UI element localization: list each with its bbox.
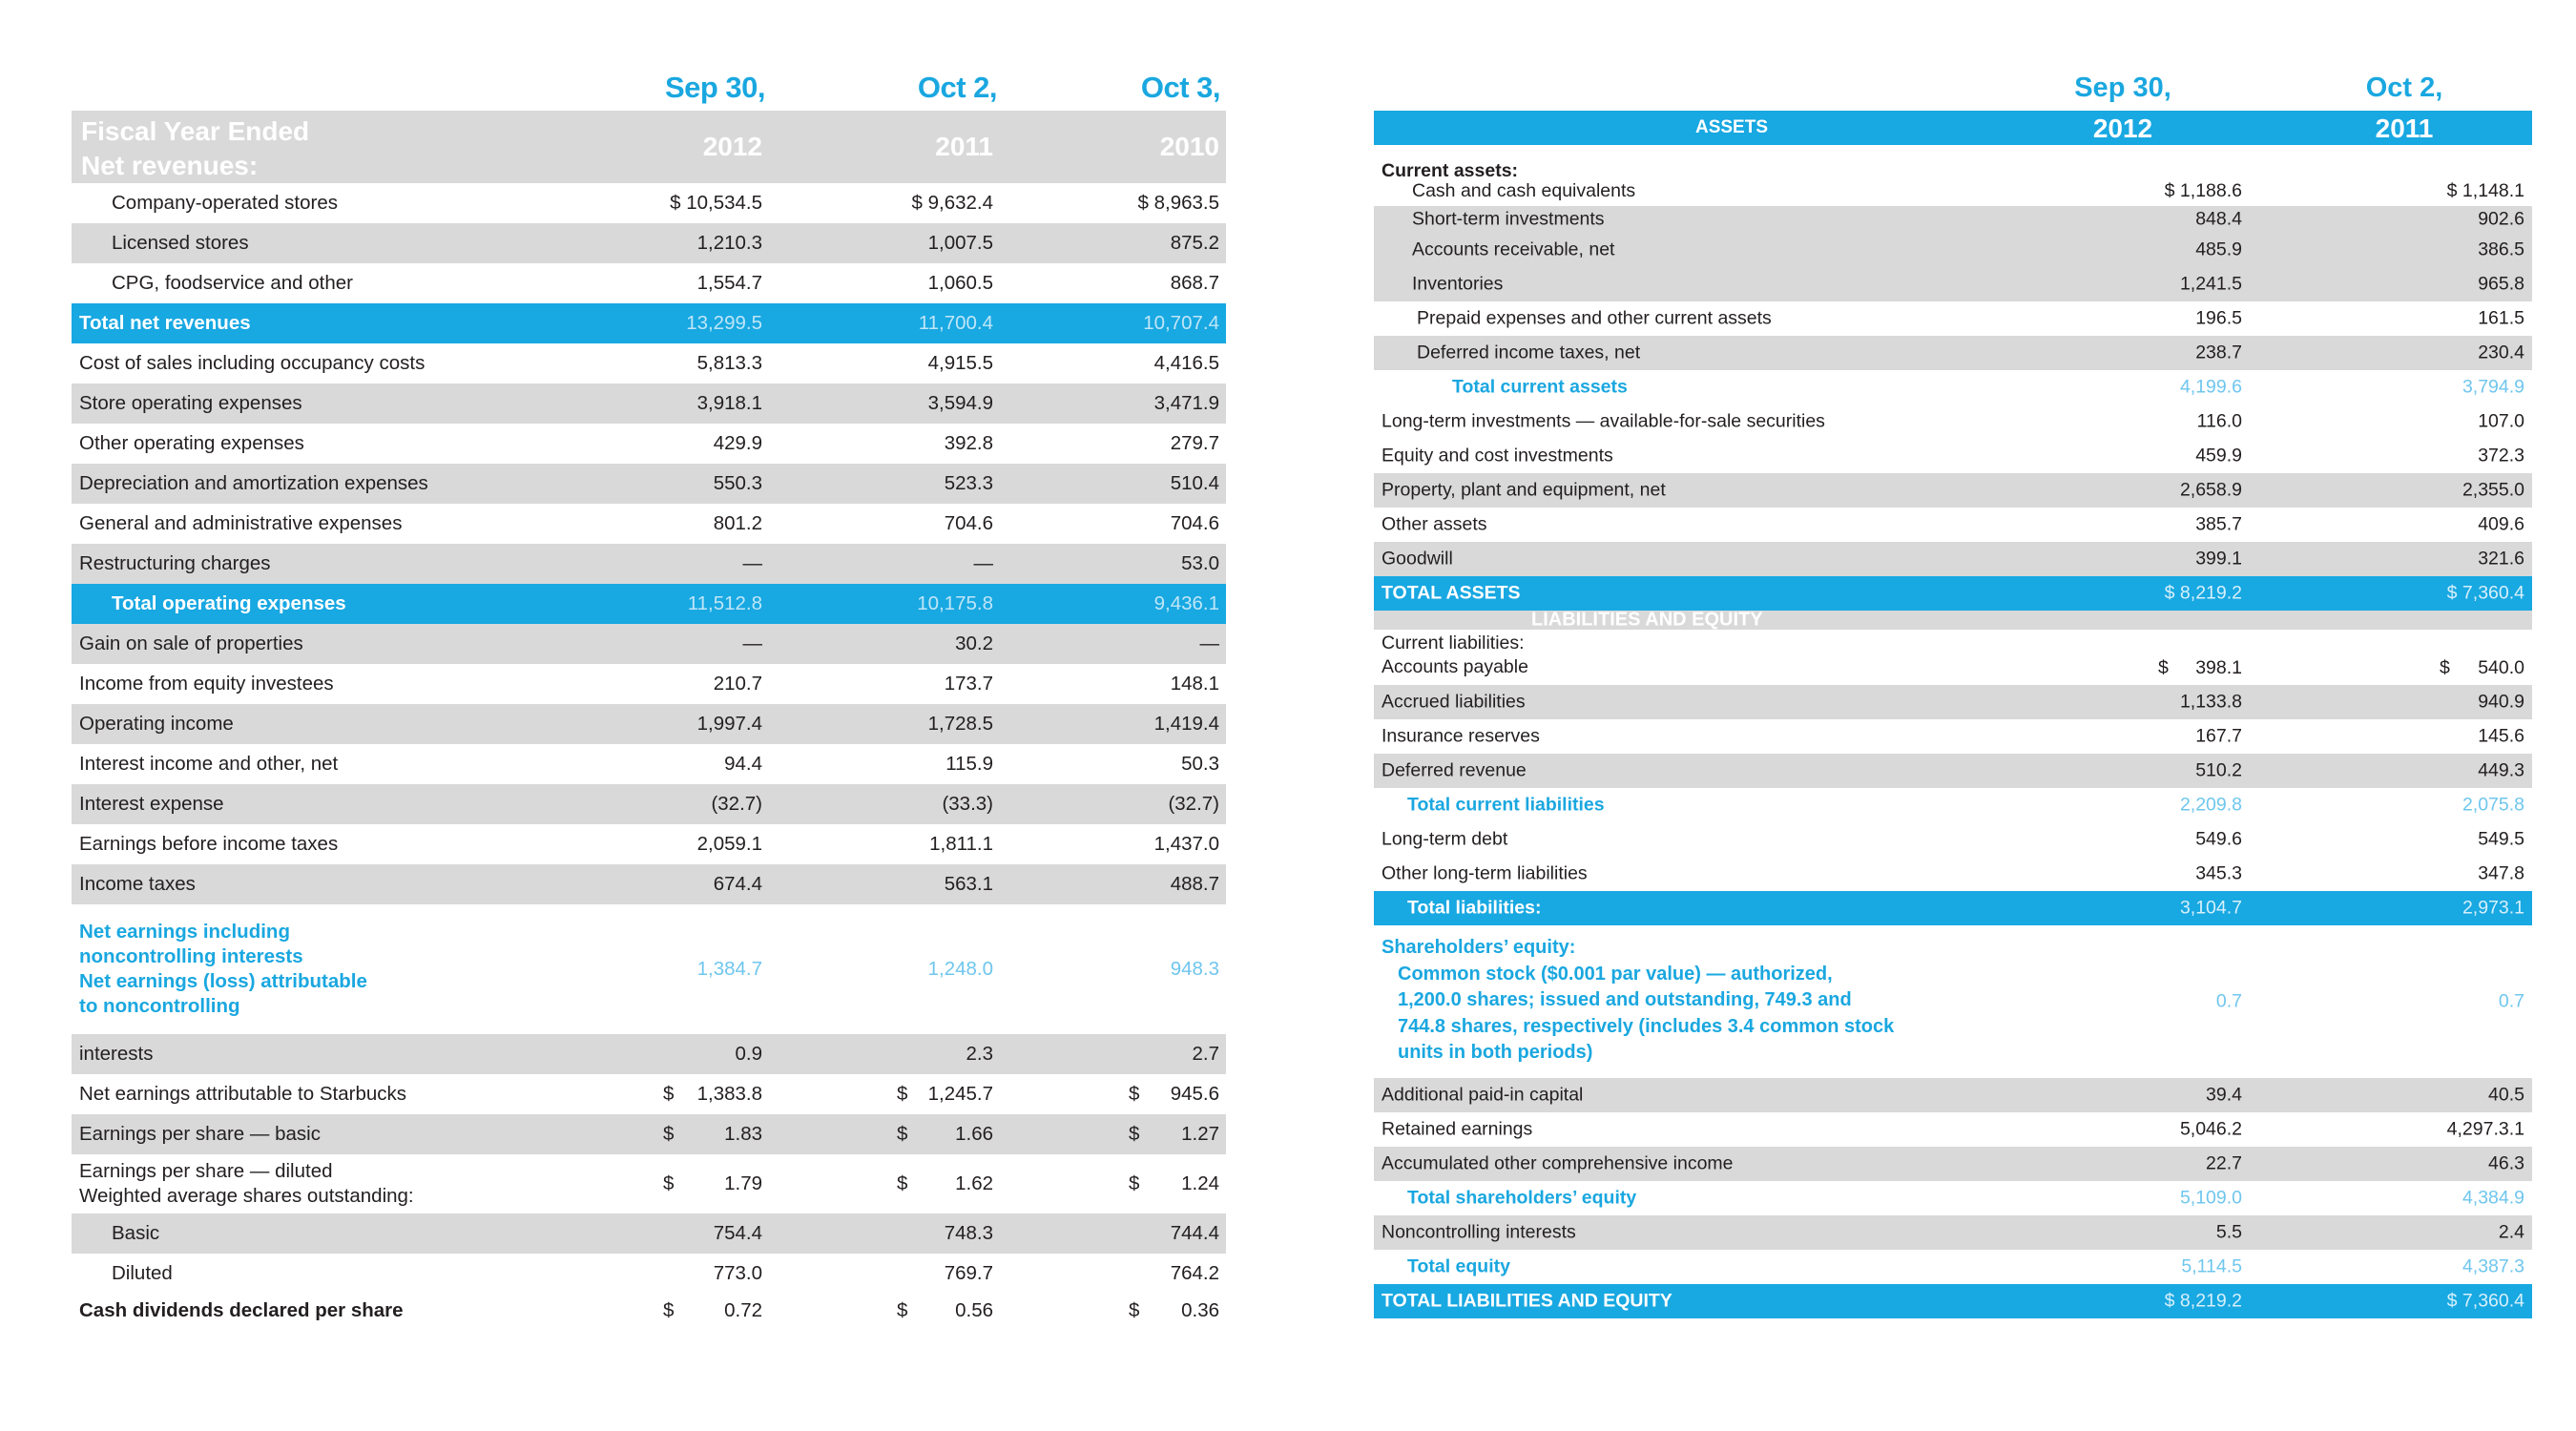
balance-row-label: Deferred income taxes, net (1417, 342, 1641, 363)
income-row-label-line: Net earnings including (79, 921, 290, 943)
income-value: 1,554.7 (696, 272, 762, 294)
balance-row (1374, 630, 2532, 685)
balance-year-1: 2012 (2092, 114, 2153, 143)
balance-value: 386.5 (2478, 238, 2524, 260)
balance-value: 40.5 (2488, 1084, 2524, 1106)
assets-header: ASSETS (1694, 117, 1769, 137)
balance-value: $ 8,219.2 (2164, 582, 2242, 604)
balance-value: 0.7 (2215, 990, 2242, 1012)
balance-dollar-sign: $ (2440, 657, 2450, 678)
income-value: 1.62 (955, 1172, 993, 1194)
income-value: 1,248.0 (927, 958, 993, 980)
income-row-label-line: noncontrolling interests (79, 945, 303, 967)
balance-value: 848.4 (2195, 208, 2242, 230)
income-value: 4,915.5 (927, 352, 993, 374)
balance-row-label: TOTAL LIABILITIES AND EQUITY (1381, 1290, 1672, 1312)
income-row-label: interests (79, 1043, 154, 1065)
balance-value: 940.9 (2478, 691, 2524, 713)
income-value: 764.2 (1170, 1262, 1219, 1284)
income-value: 0.36 (1181, 1299, 1219, 1321)
balance-row-label: Total liabilities: (1407, 897, 1542, 919)
balance-row (1374, 1112, 2532, 1147)
income-row-label: Licensed stores (112, 232, 249, 254)
balance-value: 167.7 (2195, 725, 2242, 747)
income-value: 50.3 (1181, 753, 1219, 775)
balance-value: 22.7 (2206, 1152, 2242, 1174)
balance-value: 485.9 (2195, 238, 2242, 260)
income-value: 392.8 (944, 432, 993, 454)
income-value: 53.0 (1181, 552, 1219, 574)
balance-row (1374, 301, 2532, 336)
liabilities-equity-header: LIABILITIES AND EQUITY (1531, 609, 1763, 631)
balance-value: 5,046.2 (2179, 1118, 2242, 1140)
income-value: (32.7) (711, 793, 762, 815)
balance-value: 409.6 (2478, 513, 2524, 535)
income-row (72, 1034, 1226, 1074)
balance-row (1374, 508, 2532, 542)
income-value: 115.9 (945, 753, 993, 775)
income-row (72, 584, 1226, 624)
income-value: 3,918.1 (696, 392, 762, 414)
balance-value: 0.7 (2498, 990, 2524, 1012)
income-value: 801.2 (713, 512, 762, 534)
income-value: 10,175.8 (917, 592, 993, 614)
income-dollar-sign: $ (663, 1172, 675, 1194)
income-dollar-sign: $ (663, 1123, 675, 1145)
balance-value: 321.6 (2478, 548, 2524, 570)
income-row-label: CPG, foodservice and other (112, 272, 353, 294)
equity-label-line: Shareholders’ equity: (1381, 937, 1576, 958)
balance-row (1374, 206, 2532, 233)
income-row-label: Diluted (112, 1262, 173, 1284)
income-value: 0.56 (955, 1299, 993, 1321)
income-row (72, 1213, 1226, 1254)
income-value: 30.2 (955, 633, 993, 654)
income-value: 0.72 (724, 1299, 762, 1321)
income-value: 773.0 (713, 1262, 762, 1284)
balance-value: 385.7 (2195, 513, 2242, 535)
income-value: 429.9 (713, 432, 762, 454)
income-value: 1.79 (724, 1172, 762, 1194)
income-row (72, 504, 1226, 544)
income-value: 563.1 (944, 873, 993, 895)
balance-row (1374, 404, 2532, 439)
income-value: 1,060.5 (927, 272, 993, 294)
income-year-1: 2012 (702, 132, 762, 161)
income-row-label: Store operating expenses (79, 392, 302, 414)
equity-label-line: Common stock ($0.001 par value) — authorized, (1398, 963, 1833, 985)
balance-value: 2.4 (2498, 1221, 2524, 1243)
balance-row (1374, 267, 2532, 301)
income-dollar-sign: $ (1129, 1083, 1140, 1105)
income-row (72, 303, 1226, 343)
balance-value: 196.5 (2195, 307, 2242, 329)
balance-row (1374, 891, 2532, 925)
current-assets-label: Current assets: (1381, 160, 1519, 181)
income-row (72, 384, 1226, 424)
income-row-label: Total operating expenses (112, 592, 346, 614)
income-value: 1,383.8 (696, 1083, 762, 1105)
balance-row (1374, 1078, 2532, 1112)
balance-row-label: Total current assets (1452, 376, 1628, 398)
net-revenues-label: Net revenues: (81, 151, 259, 180)
balance-row-label: Other assets (1381, 513, 1487, 535)
income-value: 868.7 (1170, 272, 1219, 294)
balance-value: 2,209.8 (2179, 794, 2242, 816)
income-row-label: Interest expense (79, 793, 224, 815)
income-title (81, 114, 309, 183)
balance-row-label: Accumulated other comprehensive income (1381, 1152, 1734, 1174)
income-period-2: Oct 2, (917, 71, 997, 104)
balance-value: $ 1,148.1 (2446, 180, 2524, 201)
balance-row (1374, 857, 2532, 891)
income-value: 523.3 (944, 472, 993, 494)
income-period-header (72, 71, 1226, 111)
balance-rows (1374, 153, 2532, 1318)
income-value: 875.2 (1170, 232, 1219, 254)
balance-row (1374, 473, 2532, 508)
income-row-label: Net earnings attributable to Starbucks (79, 1083, 406, 1105)
income-row (72, 544, 1226, 584)
balance-value: 510.2 (2195, 759, 2242, 781)
income-row-label: Earnings before income taxes (79, 833, 339, 855)
balance-period-1: Sep 30, (2074, 73, 2171, 103)
balance-row (1374, 925, 2532, 1078)
balance-value: 2,355.0 (2462, 479, 2524, 501)
income-value: 704.6 (1170, 512, 1219, 534)
balance-row-label-line: Accounts payable (1381, 656, 1528, 677)
balance-value: 398.1 (2195, 657, 2242, 678)
income-row-label: Other operating expenses (79, 432, 304, 454)
balance-row (1374, 685, 2532, 719)
balance-value: 230.4 (2478, 342, 2524, 363)
balance-value: 116.0 (2196, 410, 2242, 432)
balance-row-label: Total equity (1407, 1255, 1510, 1277)
income-value: $ 9,632.4 (911, 192, 993, 214)
income-value: 510.4 (1170, 472, 1219, 494)
income-row-label-line: Earnings per share — diluted (79, 1160, 333, 1182)
income-value: 1,437.0 (1153, 833, 1219, 855)
balance-value: 161.5 (2478, 307, 2524, 329)
balance-value: 4,387.3 (2462, 1255, 2524, 1277)
balance-value: 399.1 (2195, 548, 2242, 570)
balance-value: 902.6 (2478, 208, 2524, 230)
income-value: 210.7 (713, 673, 762, 695)
balance-row (1374, 1181, 2532, 1215)
balance-row-label: Total current liabilities (1407, 794, 1605, 816)
income-row-label (79, 920, 367, 1019)
income-row (72, 664, 1226, 704)
balance-row (1374, 336, 2532, 370)
balance-row (1374, 542, 2532, 576)
income-value: $ 10,534.5 (670, 192, 762, 214)
income-dollar-sign: $ (663, 1299, 675, 1321)
income-row (72, 1254, 1226, 1294)
income-row-label: General and administrative expenses (79, 512, 403, 534)
balance-value: 549.5 (2478, 828, 2524, 850)
income-value: 279.7 (1170, 432, 1219, 454)
income-value: 13,299.5 (686, 312, 762, 334)
income-row-label-line: Net earnings (loss) attributable (79, 970, 367, 992)
income-value: 1,811.1 (929, 833, 993, 855)
income-value: 9,436.1 (1153, 592, 1219, 614)
income-rows (72, 183, 1226, 1328)
balance-row-label: Cash and cash equivalents (1412, 180, 1636, 201)
income-value: 769.7 (944, 1262, 993, 1284)
income-value: — (742, 552, 762, 574)
income-row (72, 904, 1226, 1034)
balance-row (1374, 1284, 2532, 1318)
balance-value: 549.6 (2195, 828, 2242, 850)
income-year-2: 2011 (935, 132, 993, 161)
income-dollar-sign: $ (1129, 1172, 1140, 1194)
balance-row-label: Deferred revenue (1381, 759, 1527, 781)
balance-row-label: Long-term debt (1381, 828, 1508, 850)
income-value: 173.7 (944, 673, 993, 695)
income-value: 1.83 (724, 1123, 762, 1145)
balance-value: 1,133.8 (2179, 691, 2242, 713)
balance-row (1374, 1215, 2532, 1250)
balance-row-label: Long-term investments — available-for-sale securities (1381, 410, 1825, 432)
balance-value: 459.9 (2195, 445, 2242, 467)
income-value: 4,416.5 (1153, 352, 1219, 374)
balance-value: 1,241.5 (2179, 273, 2242, 295)
balance-value: 2,973.1 (2462, 897, 2524, 919)
income-title-band (72, 111, 1226, 183)
income-row (72, 223, 1226, 263)
balance-row-label: Accrued liabilities (1381, 691, 1526, 713)
balance-row-label (1381, 935, 1894, 1067)
income-row (72, 343, 1226, 384)
balance-value: 238.7 (2195, 342, 2242, 363)
income-value: 488.7 (1170, 873, 1219, 895)
balance-value: 540.0 (2478, 657, 2524, 678)
income-dollar-sign: $ (897, 1083, 908, 1105)
income-value: 3,471.9 (1153, 392, 1219, 414)
balance-value: 3,104.7 (2179, 897, 2242, 919)
balance-value: 46.3 (2488, 1152, 2524, 1174)
balance-value: 2,075.8 (2462, 794, 2524, 816)
income-row (72, 784, 1226, 824)
income-dollar-sign: $ (663, 1083, 675, 1105)
income-value: 148.1 (1170, 673, 1219, 695)
income-value: 10,707.4 (1143, 312, 1219, 334)
balance-row-label: Additional paid-in capital (1381, 1084, 1584, 1106)
income-value: 1,384.7 (696, 958, 762, 980)
income-dollar-sign: $ (897, 1123, 908, 1145)
balance-value: $ 8,219.2 (2164, 1290, 2242, 1312)
income-value: 1,728.5 (927, 713, 993, 735)
income-row (72, 1154, 1226, 1213)
balance-value: 2,658.9 (2179, 479, 2242, 501)
balance-row-label: Retained earnings (1381, 1118, 1533, 1140)
income-value: 2.3 (966, 1043, 993, 1065)
balance-row (1374, 1250, 2532, 1284)
balance-row (1374, 233, 2532, 267)
income-value: 945.6 (1170, 1083, 1219, 1105)
income-value: 94.4 (724, 753, 762, 775)
income-row (72, 424, 1226, 464)
income-period-3: Oct 3, (1140, 71, 1220, 104)
income-value: 550.3 (713, 472, 762, 494)
income-value: 948.3 (1170, 958, 1219, 980)
balance-row (1374, 719, 2532, 754)
income-value: 0.9 (735, 1043, 762, 1065)
equity-label-line: 1,200.0 shares; issued and outstanding, 749.3 and (1398, 989, 1852, 1010)
balance-value: 107.0 (2478, 410, 2524, 432)
balance-value: $ 7,360.4 (2446, 1290, 2524, 1312)
balance-value: 4,199.6 (2179, 376, 2242, 398)
balance-value: 449.3 (2478, 759, 2524, 781)
income-value: 2,059.1 (696, 833, 762, 855)
balance-row (1374, 822, 2532, 857)
income-row (72, 464, 1226, 504)
balance-row-label: Goodwill (1381, 548, 1453, 570)
income-row (72, 624, 1226, 664)
income-dollar-sign: $ (1129, 1123, 1140, 1145)
balance-value: $ 1,188.6 (2164, 180, 2242, 201)
income-row-label: Operating income (79, 713, 234, 735)
income-value: 1.27 (1181, 1123, 1219, 1145)
income-value: 748.3 (944, 1222, 993, 1244)
balance-row (1374, 439, 2532, 473)
income-value: 674.4 (713, 873, 762, 895)
income-dollar-sign: $ (897, 1299, 908, 1321)
income-value: 5,813.3 (696, 352, 762, 374)
balance-value: 347.8 (2478, 862, 2524, 884)
income-row (72, 864, 1226, 904)
income-row-label: Restructuring charges (79, 552, 271, 574)
income-value: — (973, 552, 993, 574)
income-row (72, 263, 1226, 303)
balance-value: 39.4 (2206, 1084, 2242, 1106)
balance-dollar-sign: $ (2158, 657, 2169, 678)
equity-label-line: 744.8 shares, respectively (includes 3.4 common stock (1398, 1015, 1895, 1037)
income-value: 1,210.3 (696, 232, 762, 254)
balance-row (1374, 576, 2532, 611)
balance-value: 145.6 (2478, 725, 2524, 747)
income-row-label: Gain on sale of properties (79, 633, 303, 654)
balance-row (1374, 153, 2532, 206)
balance-value: 965.8 (2478, 273, 2524, 295)
income-row (72, 744, 1226, 784)
balance-row (1374, 1147, 2532, 1181)
balance-row (1374, 754, 2532, 788)
balance-value: 4,297.3.1 (2446, 1118, 2524, 1140)
balance-row-label (1381, 632, 1528, 679)
income-row-label: Cost of sales including occupancy costs (79, 352, 426, 374)
balance-row-label: Noncontrolling interests (1381, 1221, 1576, 1243)
income-dollar-sign: $ (1129, 1299, 1140, 1321)
balance-row (1374, 370, 2532, 404)
balance-row-label: TOTAL ASSETS (1381, 582, 1521, 604)
balance-value: $ 7,360.4 (2446, 582, 2524, 604)
balance-value: 5.5 (2215, 1221, 2242, 1243)
balance-row-label: Other long-term liabilities (1381, 862, 1588, 884)
balance-row-label-line: Current liabilities: (1381, 633, 1525, 653)
income-value: $ 8,963.5 (1137, 192, 1219, 214)
income-value: 11,700.4 (918, 312, 993, 334)
income-row-label-line: to noncontrolling (79, 995, 240, 1017)
income-row-label: Cash dividends declared per share (79, 1299, 404, 1321)
balance-row-label: Property, plant and equipment, net (1381, 479, 1666, 501)
income-row-label: Company-operated stores (112, 192, 339, 214)
balance-value: 372.3 (2478, 445, 2524, 467)
income-value: 754.4 (713, 1222, 762, 1244)
balance-row (1374, 611, 2532, 630)
income-value: 3,594.9 (927, 392, 993, 414)
income-value: 744.4 (1170, 1222, 1219, 1244)
balance-value: 3,794.9 (2462, 376, 2524, 398)
income-row-label: Income from equity investees (79, 673, 334, 695)
fiscal-year-label: Fiscal Year Ended (81, 116, 310, 146)
balance-value: 5,109.0 (2179, 1187, 2242, 1209)
income-row (72, 1294, 1226, 1328)
balance-value: 345.3 (2195, 862, 2242, 884)
balance-row-label: Accounts receivable, net (1412, 238, 1615, 260)
income-row (72, 824, 1226, 864)
income-row-label: Earnings per share — basic (79, 1123, 321, 1145)
income-row (72, 704, 1226, 744)
income-value: 11,512.8 (687, 592, 762, 614)
income-row (72, 1074, 1226, 1114)
balance-row (1374, 788, 2532, 822)
income-year-3: 2010 (1159, 132, 1219, 161)
income-value: 1,245.7 (927, 1083, 993, 1105)
balance-period-2: Oct 2, (2365, 73, 2443, 103)
balance-row-label: Inventories (1412, 273, 1504, 295)
income-row-label (79, 1159, 414, 1209)
income-value: 2.7 (1192, 1043, 1219, 1065)
income-value: 1.24 (1181, 1172, 1219, 1194)
income-row-label: Basic (112, 1222, 160, 1244)
income-row-label: Total net revenues (79, 312, 251, 334)
income-row-label: Interest income and other, net (79, 753, 339, 775)
income-dollar-sign: $ (897, 1172, 908, 1194)
balance-row-label: Total shareholders’ equity (1407, 1187, 1637, 1209)
balance-value: 4,384.9 (2462, 1187, 2524, 1209)
income-period-1: Sep 30, (664, 71, 765, 104)
balance-row-label: Prepaid expenses and other current assets (1417, 307, 1772, 329)
income-row-label-line: Weighted average shares outstanding: (79, 1185, 414, 1207)
income-value: — (1199, 633, 1219, 654)
income-value: (33.3) (942, 793, 993, 815)
income-value: 1,419.4 (1153, 713, 1219, 735)
balance-row-label: Insurance reserves (1381, 725, 1540, 747)
income-value: 1,007.5 (927, 232, 993, 254)
income-value: (32.7) (1168, 793, 1219, 815)
assets-band (1374, 111, 2532, 145)
income-value: 1,997.4 (696, 713, 762, 735)
income-row-label: Depreciation and amortization expenses (79, 472, 428, 494)
income-row (72, 183, 1226, 223)
income-row-label: Income taxes (79, 873, 196, 895)
balance-value: 5,114.5 (2181, 1255, 2242, 1277)
income-value: 1.66 (955, 1123, 993, 1145)
income-value: 704.6 (944, 512, 993, 534)
equity-label-line: units in both periods) (1398, 1042, 1593, 1063)
balance-row-label: Equity and cost investments (1381, 445, 1613, 467)
balance-year-2: 2011 (2375, 114, 2434, 143)
balance-row-label: Short-term investments (1412, 208, 1605, 230)
income-row (72, 1114, 1226, 1154)
income-value: — (742, 633, 762, 654)
